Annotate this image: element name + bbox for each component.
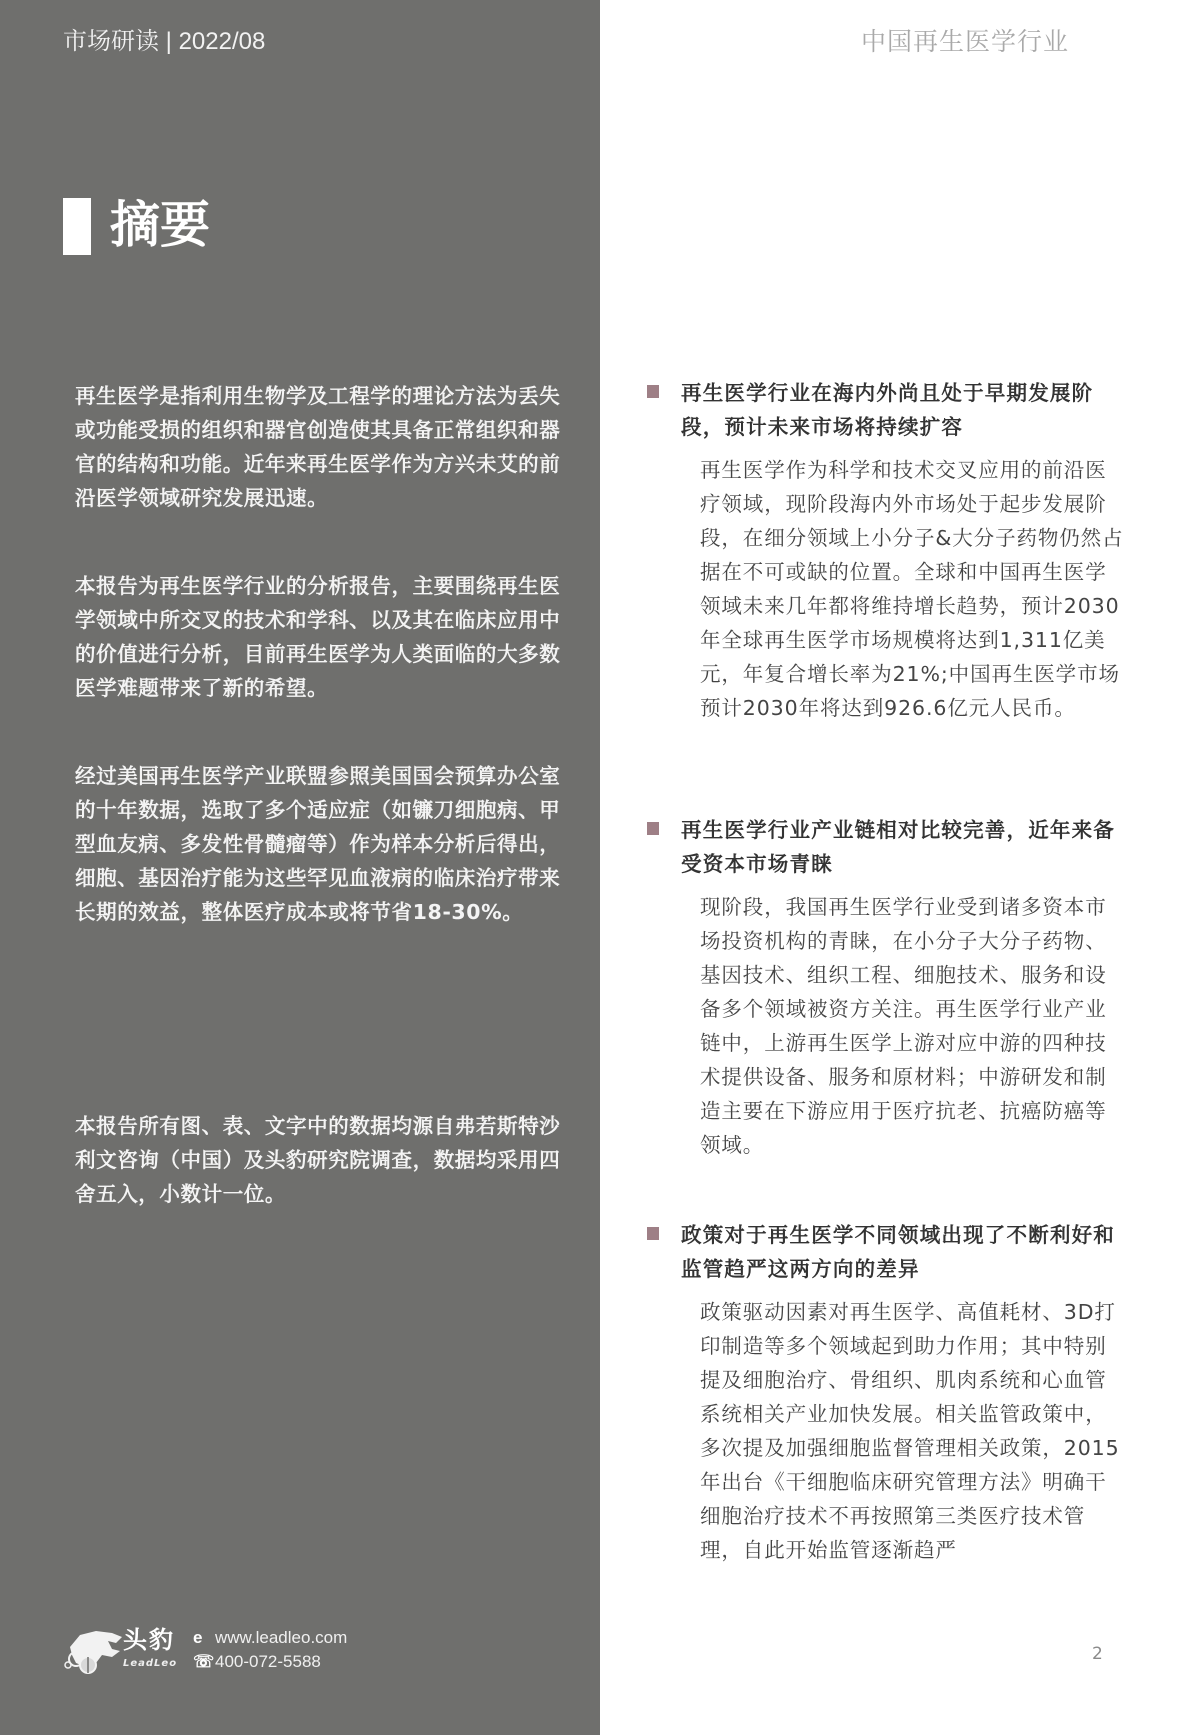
website-link[interactable]: www.leadleo.com — [215, 1628, 348, 1647]
phone-icon: ☏ — [193, 1652, 215, 1671]
summary-paragraph-data-source: 本报告所有图、表、文字中的数据均源自弗若斯特沙利文咨询（中国）及头豹研究院调查，数据均采用四舍五入，小数计一位。 — [75, 1114, 561, 1206]
finding-title: 政策对于再生医学不同领域出现了不断利好和监管趋严这两方向的差异 — [681, 1223, 1115, 1281]
finding-title: 再生医学行业产业链相对比较完善，近年来备受资本市场青睐 — [681, 818, 1115, 876]
finding-title: 再生医学行业在海内外尚且处于早期发展阶段，预计未来市场将持续扩容 — [681, 381, 1094, 439]
page-title: 摘要 — [110, 196, 210, 254]
report-industry-title: 中国再生医学行业 — [861, 27, 1070, 56]
phone-number: 400-072-5588 — [215, 1652, 321, 1671]
summary-paragraph-definition: 再生医学是指利用生物学及工程学的理论方法为丢失或功能受损的组织和器官创造使其具备正常组织和器官的结构和功能。近年来再生医学作为方兴未艾的前沿医学领域研究发展迅速。 — [75, 384, 561, 510]
summary-paragraph-cost-savings: 经过美国再生医学产业联盟参照美国国会预算办公室的十年数据，选取了多个适应症（如镰刀细胞病、甲型血友病、多发性骨髓瘤等）作为样本分析后得出，细胞、基因治疗能为这些罕见血液病的临床治疗带来长期的效益，整体医疗成本或将节省18-30%。 — [75, 764, 561, 924]
square-bullet-icon — [647, 1227, 659, 1240]
square-bullet-icon — [647, 385, 659, 398]
finding-body: 政策驱动因素对再生医学、高值耗材、3D打印制造等多个领域起到助力作用；其中特别提及细胞治疗、骨组织、肌肉系统和心血管系统相关产业加快发展。相关监管政策中，多次提及加强细胞监督管理相关政策，2015年出台《干细胞临床研究管理方法》明确干细胞治疗技术不再按照第三类医疗技术管理，自此开始监管逐渐趋严 — [700, 1300, 1120, 1562]
internet-explorer-icon: e — [193, 1628, 203, 1647]
phone-row — [193, 1651, 321, 1673]
report-series-date: 市场研读 | 2022/08 — [63, 28, 266, 55]
finding-body: 再生医学作为科学和技术交叉应用的前沿医疗领域，现阶段海内外市场处于起步发展阶段，在细分领域上小分子&大分子药物仍然占据在不可或缺的位置。全球和中国再生医学领域未来几年都将维持增长趋势，预计2030年全球再生医学市场规模将达到1,311亿美元，年复合增长率为21%;中国再生医学市场预计2030年将达到926.6亿元人民币。 — [700, 458, 1124, 720]
square-bullet-icon — [647, 822, 659, 835]
brand-name-en: LeadLeo — [123, 1658, 178, 1669]
title-accent-bar — [63, 198, 91, 255]
page-number: 2 — [1092, 1644, 1103, 1664]
summary-paragraph-scope: 本报告为再生医学行业的分析报告，主要围绕再生医学领域中所交叉的技术和学科、以及其在临床应用中的价值进行分析，目前再生医学为人类面临的大多数医学难题带来了新的希望。 — [75, 574, 561, 700]
brand-name-cn: 头豹 — [123, 1626, 175, 1654]
website-row — [193, 1627, 347, 1649]
finding-body: 现阶段，我国再生医学行业受到诸多资本市场投资机构的青睐，在小分子大分子药物、基因技术、组织工程、细胞技术、服务和设备多个领域被资方关注。再生医学行业产业链中，上游再生医学上游对应中游的四种技术提供设备、服务和原材料；中游研发和制造主要在下游应用于医疗抗老、抗癌防癌等领域。 — [700, 895, 1107, 1157]
